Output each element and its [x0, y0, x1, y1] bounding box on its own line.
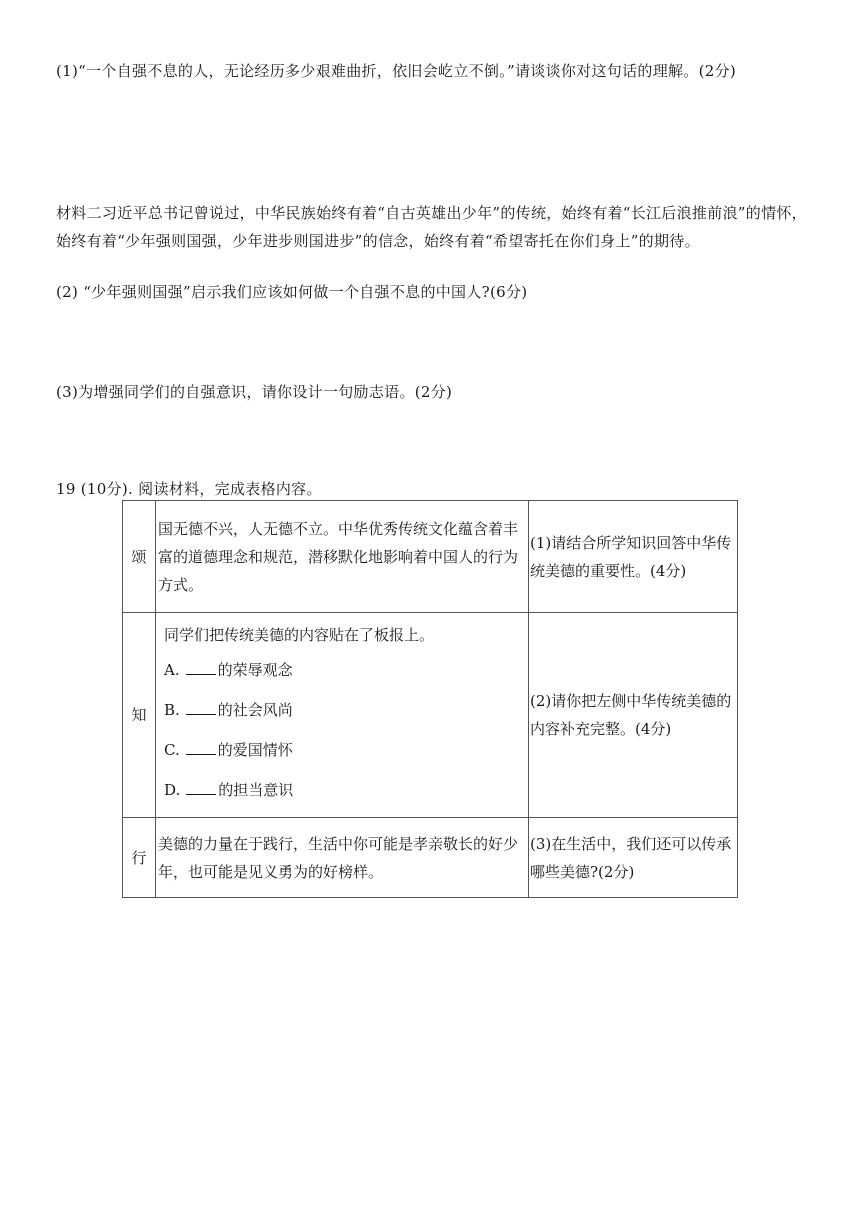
praise-material: 国无德不兴，人无德不立。中华优秀传统文化蕴含着丰富的道德理念和规范，潜移默化地影响着中国人的行为方式。 [156, 501, 529, 613]
option-text: 的爱国情怀 [217, 741, 293, 759]
option-letter: B. [164, 701, 180, 719]
act-question: (3)在生活中，我们还可以传承哪些美德?(2分) [529, 818, 738, 898]
board-intro: 同学们把传统美德的内容贴在了板报上。 [164, 626, 435, 644]
fill-blank [186, 778, 216, 795]
act-material: 美德的力量在于践行，生活中你可能是孝亲敬长的好少年，也可能是见义勇为的好榜样。 [156, 818, 529, 898]
table-row-know [123, 613, 738, 818]
fill-blank [186, 738, 216, 755]
know-material [156, 613, 529, 818]
row-label-know: 知 [123, 613, 156, 818]
fill-blank [186, 658, 216, 675]
know-question: (2)请你把左侧中华传统美德的内容补充完整。(4分) [529, 613, 738, 818]
question-2-prompt: (2) “少年强则国强”启示我们应该如何做一个自强不息的中国人?(6分) [56, 283, 528, 301]
option-c [158, 730, 528, 770]
praise-question: (1)请结合所学知识回答中华传统美德的重要性。(4分) [529, 501, 738, 613]
question-3-prompt: (3)为增强同学们的自强意识，请你设计一句励志语。(2分) [56, 383, 453, 401]
option-b [158, 690, 528, 730]
option-text: 的社会风尚 [217, 701, 293, 719]
table-row-act [123, 818, 738, 898]
row-label-act: 行 [123, 818, 156, 898]
option-a [158, 650, 528, 690]
fill-blank [186, 698, 216, 715]
table-row-praise [123, 501, 738, 613]
question-19-heading: 19 (10分). 阅读材料，完成表格内容。 [56, 480, 322, 498]
option-text: 的荣辱观念 [217, 661, 293, 679]
question-1-prompt: (1)“一个自强不息的人，无论经历多少艰难曲折，依旧会屹立不倒。”请谈谈你对这句话的理解。(2分) [56, 62, 737, 80]
option-letter: A. [164, 661, 180, 679]
option-text: 的担当意识 [218, 781, 294, 799]
virtue-table [122, 500, 738, 898]
option-letter: C. [164, 741, 180, 759]
row-label-praise: 颂 [123, 501, 156, 613]
option-letter: D. [164, 781, 181, 799]
material-two-passage: 材料二习近平总书记曾说过，中华民族始终有着“自古英雄出少年”的传统，始终有着“长江后浪推前浪”的情怀，始终有着“少年强则国强，少年进步则国进步”的信念，始终有着“希望寄托在你们身上”的期待。 [56, 204, 807, 250]
option-d [158, 770, 528, 810]
